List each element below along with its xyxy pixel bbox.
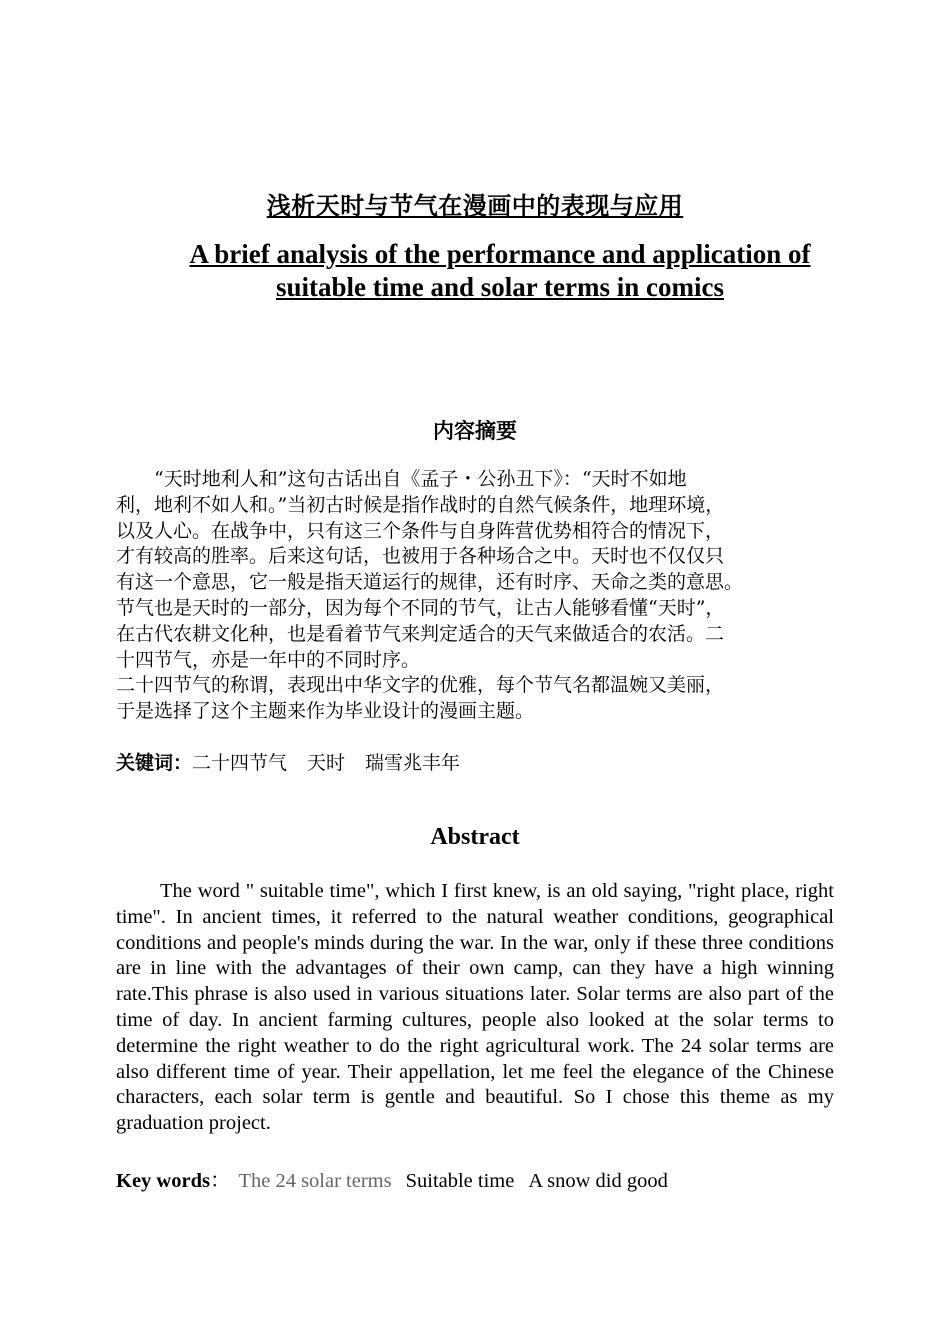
title-english-line2: suitable time and solar terms in comics — [276, 272, 724, 302]
abstract-cn-p1-line: 有这一个意思，它一般是指天道运行的规律，还有时序、天命之类的意思。 — [116, 571, 744, 594]
abstract-cn-p1-line: 十四节气，亦是一年中的不同时序。 — [116, 648, 421, 671]
abstract-cn-p1-line: 才有较高的胜率。后来这句话，也被用于各种场合之中。天时也不仅仅只 — [116, 545, 725, 568]
keyword-english: Suitable time — [405, 1170, 515, 1192]
title-english-line1: A brief analysis of the performance and application of — [189, 239, 811, 269]
abstract-cn-p1-line: 在古代农耕文化种，也是看着节气来判定适合的天气来做适合的农活。二 — [116, 622, 725, 645]
keywords-label-english: Key words — [116, 1170, 210, 1192]
title-english — [150, 238, 850, 304]
abstract-heading-chinese: 内容摘要 — [433, 419, 517, 443]
keywords-separator: ： — [209, 1170, 231, 1192]
keyword-english: The 24 solar terms — [238, 1170, 392, 1192]
keywords-label-chinese: 关键词： — [116, 752, 193, 774]
keyword-chinese: 二十四节气 — [192, 752, 288, 774]
title-chinese: 浅析天时与节气在漫画中的表现与应用 — [266, 192, 684, 220]
abstract-heading-english: Abstract — [430, 824, 520, 850]
abstract-cn-p1-line: 利，地利不如人和。”当初古时候是指作战时的自然气候条件，地理环境， — [116, 493, 725, 516]
keywords-chinese — [116, 748, 480, 775]
keyword-english: A snow did good — [528, 1170, 668, 1192]
keywords-english — [116, 1163, 682, 1193]
abstract-cn-p2-line: 二十四节气的称谓，表现出中华文字的优雅，每个节气名都温婉又美丽， — [116, 674, 725, 697]
keyword-chinese: 瑞雪兆丰年 — [365, 752, 461, 774]
abstract-cn-p2-line: 于是选择了这个主题来作为毕业设计的漫画主题。 — [116, 700, 535, 723]
abstract-cn-p1-line: 节气也是天时的一部分，因为每个不同的节气，让古人能够看懂“天时”， — [116, 596, 725, 619]
keyword-chinese: 天时 — [307, 752, 346, 774]
abstract-body-english: The word " suitable time", which I first knew, is an old saying, "right place, right time". In ancient times, it referred to the natural weather conditions, geographical conditions and people's minds during the war. In the war, only if these three conditions are in line with the advantages of their own camp, can they have a high winning rate.This phrase is also used in various situations later. Solar terms are also part of the time of day. In ancient farming cultures, people also looked at the solar terms to determine the right weather to do the right agricultural work. The 24 solar terms are also different time of year. Their appellation, let me feel the elegance of the Chinese characters, each solar term is gentle and beautiful. So I chose this theme as my graduation project. — [116, 880, 834, 1135]
abstract-body-chinese — [116, 467, 846, 725]
abstract-cn-p1-line: 以及人心。在战争中，只有这三个条件与自身阵营优势相符合的情况下， — [116, 519, 725, 542]
abstract-cn-p1-line: “天时地利人和”这句古话出自《孟子・公孙丑下》：“天时不如地 — [154, 468, 687, 490]
